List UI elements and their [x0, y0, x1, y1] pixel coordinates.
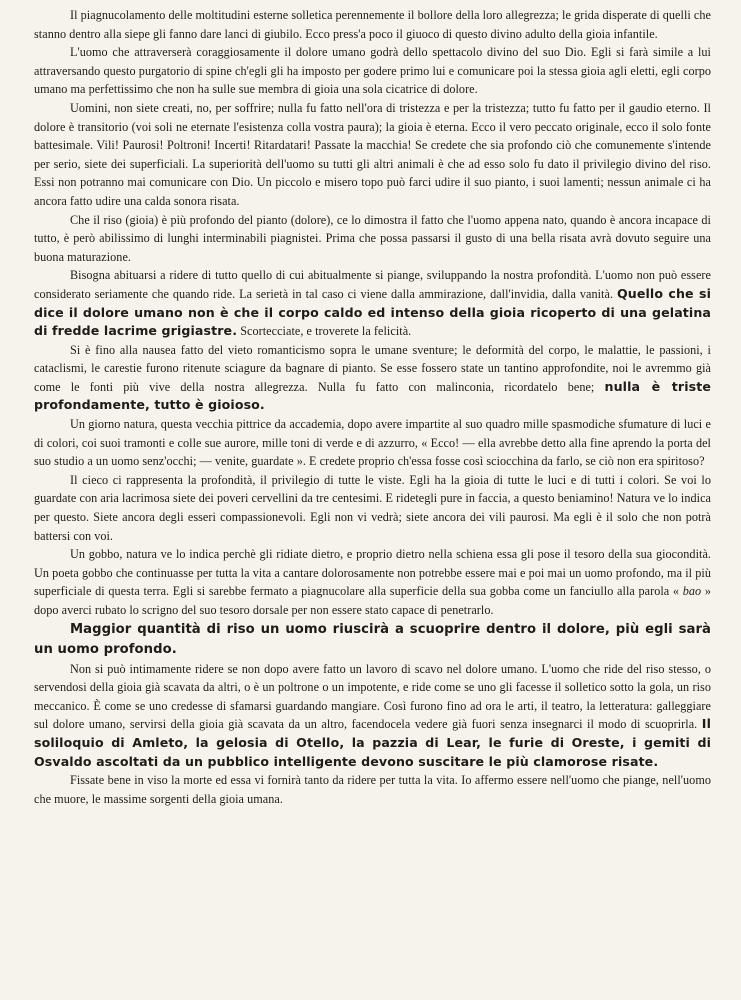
paragraph: [34, 99, 711, 211]
text-run: Bisogna abituarsi a ridere di tutto quello di cui abitualmente si piange, sviluppando la nostra profondità. L'uomo non può essere considerato seriamente che quando ride. La serietà in tal caso ci viene dalla ammirazione, dall'invidia, dalla vanità.: [34, 268, 711, 301]
text-run: Il cieco ci rappresenta la profondità, il privilegio di tutte le viste. Egli ha la gioia di tutte le luci e di tutti i colori. Se voi lo guardate con aria lacrimosa siete dei poveri cervellini da tre centesimi. E ridetegli pure in faccia, a questo beniamino! Natura ve lo indica per questo. Siete ancora degli esseri compassionevoli. Egli non vi vedrà; siete ancora dei vili paurosi. Ma egli è il solo che non potrà battersi con voi.: [34, 472, 711, 543]
text-run: Si è fino alla nausea fatto del vieto romanticismo sopra le umane sventure; le deformità del corpo, le malattie, le passioni, i cataclismi, le carestie furono ritenute sciagure da bagnare di pianto. Se esse fossero state un tantino approfondite, noi le avremmo già come le fonti più vive della nostra allegrezza. Nulla fu fatto con malinconia, ricordatelo bene;: [34, 342, 711, 394]
text-body: [34, 6, 711, 808]
bold-emphasis: nulla è triste profondamente, tutto è gioioso.: [34, 378, 711, 413]
paragraph: [34, 266, 711, 340]
paragraph: [34, 545, 711, 619]
text-run: Che il riso (gioia) è più profondo del pianto (dolore), ce lo dimostra il fatto che l'uomo appena nato, quando è ancora incapace di tutto, è però abilissimo di lunghi interminabili piagnistei. Prima che possa passarsi il gusto di una bella risata avrà dovuto seguire una buona maturazione.: [34, 212, 711, 264]
text-run: Fissate bene in viso la morte ed essa vi fornirà tanto da ridere per tutta la vita. Io affermo essere nell'uomo che piange, nell'uomo che muore, le massime sorgenti della gioia umana.: [34, 773, 711, 806]
text-run: » dopo averci rubato lo scrigno del suo tesoro dorsale per non essere stato capace di penetrarlo.: [34, 584, 711, 617]
paragraph: [34, 341, 711, 415]
bold-statement-paragraph: [34, 620, 711, 660]
text-run: Scortecciate, e troverete la felicità.: [237, 324, 412, 339]
bold-emphasis: Quello che si dice il dolore umano non è che il corpo caldo ed intenso della gioia ricoperto di una gelatina di fredde lacrime grigiastre.: [34, 285, 711, 339]
italic-word: bao: [682, 584, 702, 599]
paragraph: [34, 471, 711, 545]
text-run: Un giorno natura, questa vecchia pittrice da accademia, dopo avere impartite al suo quadro mille spasmodiche sfumature di luci e di colori, coi suoi tramonti e colle sue aurore, mille toni di verde e di azzurro, « Ecco! — ella avrebbe detto alla fine aprendo la porta del suo studio a un uomo senz'occhi; — venite, guardate ». E credete proprio ch'essa fosse così sciocchina da farlo, se ciò non era spiritoso?: [34, 417, 711, 469]
text-run: Non si può intimamente ridere se non dopo avere fatto un lavoro di scavo nel dolore umano. L'uomo che ride del riso stesso, o servendosi della gioia già scavata da altri, o è un poltrone o un impotente, e ride come se uno gli facesse il solletico sotto la gola, un riso meccanico. È come se uno credesse di sfamarsi guardando mangiare. Così furono fino ad ora le arti, il teatro, la letteratura: galleggiare sul dolore umano, servirsi della gioia già scavata da un altro, facendocela vedere già fuori senza insegnarci il modo di scuoprirla.: [34, 661, 711, 732]
text-run: Maggior quantità di riso un uomo riuscirà a scuoprire dentro il dolore, più egli sarà un uomo profondo.: [34, 621, 711, 657]
paragraph: [34, 771, 711, 808]
paragraph: [34, 6, 711, 43]
text-run: Il piagnucolamento delle moltitudini esterne solletica perennemente il bollore della loro allegrezza; le grida disperate di quelli che stanno dentro alla siepe gli fanno dare lanci di giubilo. Ecco press'a poco il giuoco di questo divino adulto della gioia infantile.: [34, 8, 711, 41]
text-run: Un gobbo, natura ve lo indica perchè gli ridiate dietro, e proprio dietro nella schiena essa gli pose il tesoro della sua giocondità. Un poeta gobbo che continuasse per tutta la vita a cantare dolorosamente non potrebbe essere mai e poi mai un uomo profondo, ma il più superficiale di questa terra. Egli si sarebbe fermato a piagnucolare alla superficie della sua gobba come un fanciullo alla parola «: [34, 547, 711, 599]
bold-emphasis: Il soliloquio di Amleto, la gelosia di Otello, la pazzia di Lear, le furie di Oreste, i gemiti di Osvaldo ascoltati da un pubblico intelligente devono suscitare le più clamorose risate.: [34, 716, 711, 769]
paragraph: [34, 43, 711, 99]
paragraph: [34, 660, 711, 772]
paragraph: [34, 211, 711, 267]
text-run: L'uomo che attraverserà coraggiosamente il dolore umano godrà dello spettacolo divino del suo Dio. Egli si farà simile a lui attraversando questo purgatorio di spine ch'egli gli ha imposto per godere primo lui e comunicare poi la stessa gioia agli eletti, egli corpo umano ma perfettissimo che non ha sulle sue membra di gioia una sola cicatrice di dolore.: [34, 45, 711, 97]
text-run: Uomini, non siete creati, no, per soffrire; nulla fu fatto nell'ora di tristezza e per la tristezza; tutto fu fatto per il gaudio eterno. Il dolore è transitorio (voi soli ne eternate l'esistenza colla vostra paura); la gioia è eterna. Ecco il vero peccato originale, ecco il solo fonte battesimale. Vili! Paurosi! Poltroni! Incerti! Ritardatari! Passate la macchia! Se credete che sia profondo ciò che comunemente s'intende per serio, siete dei superficiali. La superiorità dell'uomo su tutti gli altri animali è che ad esso solo fu dato il privilegio divino del riso. Essi non potranno mai comunicare con Dio. Un piccolo e misero topo può farci udire il suo pianto, i suoi lamenti; nessun animale ci ha ancora fatto udire una calda sonora risata.: [34, 100, 711, 208]
paragraph: [34, 415, 711, 471]
